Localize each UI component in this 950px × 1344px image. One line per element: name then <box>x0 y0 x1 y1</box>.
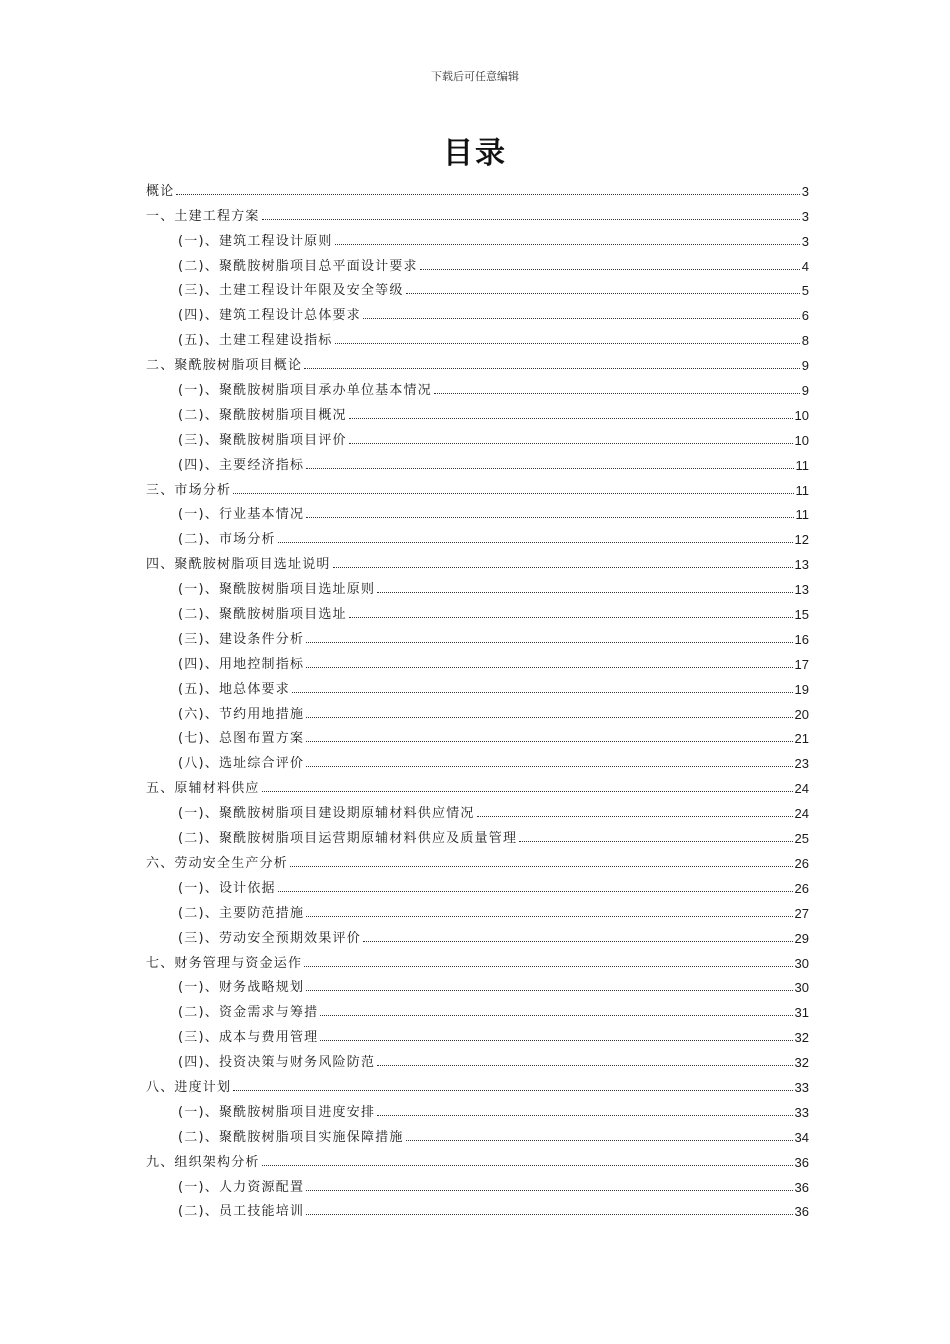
toc-entry-page: 8 <box>801 333 809 349</box>
toc-entry-page: 30 <box>794 980 809 996</box>
dot-leader <box>233 493 793 494</box>
toc-entry[interactable] <box>146 572 809 597</box>
toc-entry-page: 36 <box>794 1154 809 1170</box>
toc-entry-label: (一)、行业基本情况 <box>178 507 305 523</box>
dot-leader <box>363 318 800 319</box>
toc-entry-page: 10 <box>794 407 809 423</box>
toc-entry[interactable] <box>146 1070 809 1095</box>
toc-entry-page: 9 <box>801 358 809 374</box>
table-of-contents <box>146 174 809 1219</box>
toc-entry[interactable] <box>146 597 809 622</box>
toc-entry[interactable] <box>146 323 809 348</box>
dot-leader <box>278 542 793 543</box>
toc-entry-label: (五)、地总体要求 <box>178 681 290 697</box>
dot-leader <box>406 293 800 294</box>
dot-leader <box>262 791 793 792</box>
dot-leader <box>349 443 793 444</box>
toc-entry[interactable] <box>146 622 809 647</box>
toc-entry[interactable] <box>146 348 809 373</box>
dot-leader <box>306 1214 792 1215</box>
toc-entry[interactable] <box>146 547 809 572</box>
dot-leader <box>306 990 792 991</box>
toc-entry-label: (一)、聚酰胺树脂项目进度安排 <box>178 1104 376 1120</box>
toc-entry-page: 36 <box>794 1179 809 1195</box>
toc-entry-label: (二)、聚酰胺树脂项目选址 <box>178 607 347 623</box>
toc-entry-page: 10 <box>794 432 809 448</box>
toc-entry[interactable] <box>146 1120 809 1145</box>
toc-entry-page: 23 <box>794 756 809 772</box>
toc-entry-page: 11 <box>795 482 809 498</box>
toc-entry-label: 概论 <box>146 183 175 199</box>
toc-entry-label: 三、市场分析 <box>146 482 232 498</box>
dot-leader <box>278 891 793 892</box>
toc-entry[interactable] <box>146 1170 809 1195</box>
toc-entry[interactable] <box>146 448 809 473</box>
toc-entry[interactable] <box>146 522 809 547</box>
toc-entry-page: 25 <box>794 831 809 847</box>
toc-entry[interactable] <box>146 746 809 771</box>
dot-leader <box>262 1165 793 1166</box>
toc-entry[interactable] <box>146 896 809 921</box>
toc-entry-label: (六)、节约用地措施 <box>178 706 305 722</box>
toc-entry[interactable] <box>146 971 809 996</box>
toc-entry-page: 32 <box>794 1055 809 1071</box>
toc-entry-label: (一)、聚酰胺树脂项目承办单位基本情况 <box>178 383 432 399</box>
toc-entry-label: (二)、聚酰胺树脂项目总平面设计要求 <box>178 258 418 274</box>
toc-entry[interactable] <box>146 846 809 871</box>
toc-entry-label: (三)、土建工程设计年限及安全等级 <box>178 283 404 299</box>
dot-leader <box>377 1115 792 1116</box>
toc-entry[interactable] <box>146 946 809 971</box>
toc-entry-page: 34 <box>794 1129 809 1145</box>
toc-entry[interactable] <box>146 796 809 821</box>
toc-entry[interactable] <box>146 1095 809 1120</box>
toc-entry-label: 四、聚酰胺树脂项目选址说明 <box>146 557 331 573</box>
dot-leader <box>434 393 800 394</box>
toc-entry-page: 21 <box>794 731 809 747</box>
toc-entry[interactable] <box>146 697 809 722</box>
toc-entry-label: (二)、主要防范措施 <box>178 905 305 921</box>
dot-leader <box>233 1090 792 1091</box>
dot-leader <box>335 244 800 245</box>
toc-entry-label: (三)、建设条件分析 <box>178 631 305 647</box>
toc-entry-page: 11 <box>795 507 809 523</box>
toc-entry-label: (二)、资金需求与筹措 <box>178 1005 319 1021</box>
toc-entry-page: 3 <box>801 208 809 224</box>
toc-entry-page: 32 <box>794 1030 809 1046</box>
toc-entry-page: 24 <box>794 806 809 822</box>
dot-leader <box>306 916 792 917</box>
dot-leader <box>377 592 792 593</box>
toc-entry-page: 15 <box>794 607 809 623</box>
toc-entry-label: 二、聚酰胺树脂项目概论 <box>146 358 303 374</box>
toc-entry[interactable] <box>146 298 809 323</box>
toc-entry-page: 17 <box>794 656 809 672</box>
dot-leader <box>306 741 792 742</box>
dot-leader <box>363 941 793 942</box>
dot-leader <box>320 1040 792 1041</box>
dot-leader <box>333 567 793 568</box>
toc-entry-label: (一)、聚酰胺树脂项目建设期原辅材料供应情况 <box>178 806 475 822</box>
toc-entry[interactable] <box>146 398 809 423</box>
dot-leader <box>304 368 800 369</box>
toc-entry[interactable] <box>146 498 809 523</box>
toc-entry[interactable] <box>146 1045 809 1070</box>
dot-leader <box>290 866 793 867</box>
dot-leader <box>306 517 793 518</box>
toc-entry-page: 4 <box>801 258 809 274</box>
toc-entry-label: (七)、总图布置方案 <box>178 731 305 747</box>
dot-leader <box>349 418 793 419</box>
toc-entry-page: 9 <box>801 383 809 399</box>
toc-entry[interactable] <box>146 1195 809 1220</box>
dot-leader <box>519 841 792 842</box>
dot-leader <box>304 966 792 967</box>
toc-entry[interactable] <box>146 995 809 1020</box>
dot-leader <box>349 617 793 618</box>
dot-leader <box>420 269 800 270</box>
toc-entry-label: (五)、土建工程建设指标 <box>178 333 333 349</box>
toc-entry-label: (三)、聚酰胺树脂项目评价 <box>178 432 347 448</box>
toc-entry-label: (二)、员工技能培训 <box>178 1204 305 1220</box>
toc-title: 目录 <box>443 136 507 171</box>
dot-leader <box>306 766 792 767</box>
toc-entry[interactable] <box>146 274 809 299</box>
dot-leader <box>306 468 793 469</box>
dot-leader <box>306 717 792 718</box>
toc-entry-page: 13 <box>794 557 809 573</box>
toc-entry-page: 31 <box>794 1005 809 1021</box>
toc-entry-label: (一)、设计依据 <box>178 880 276 896</box>
toc-entry-page: 5 <box>801 283 809 299</box>
toc-entry-label: 九、组织架构分析 <box>146 1154 260 1170</box>
dot-leader <box>306 642 792 643</box>
toc-entry[interactable] <box>146 871 809 896</box>
toc-entry-page: 3 <box>801 183 809 199</box>
toc-entry-label: (四)、建筑工程设计总体要求 <box>178 308 361 324</box>
toc-entry-label: (二)、市场分析 <box>178 532 276 548</box>
header-note: 下载后可任意编辑 <box>431 70 519 83</box>
dot-leader <box>377 1065 792 1066</box>
dot-leader <box>335 343 800 344</box>
toc-entry[interactable] <box>146 199 809 224</box>
toc-entry-page: 29 <box>794 930 809 946</box>
toc-entry[interactable] <box>146 373 809 398</box>
toc-entry-label: (二)、聚酰胺树脂项目实施保障措施 <box>178 1129 404 1145</box>
toc-entry-label: (八)、选址综合评价 <box>178 756 305 772</box>
toc-entry-label: (四)、用地控制指标 <box>178 656 305 672</box>
toc-entry[interactable] <box>146 921 809 946</box>
toc-entry-label: (三)、劳动安全预期效果评价 <box>178 930 361 946</box>
toc-entry-label: (一)、财务战略规划 <box>178 980 305 996</box>
dot-leader <box>292 692 793 693</box>
toc-entry-label: 一、土建工程方案 <box>146 208 260 224</box>
toc-entry-page: 36 <box>794 1204 809 1220</box>
toc-entry[interactable] <box>146 821 809 846</box>
toc-entry-page: 16 <box>794 631 809 647</box>
dot-leader <box>306 1190 792 1191</box>
toc-entry-page: 3 <box>801 233 809 249</box>
toc-entry-label: (一)、建筑工程设计原则 <box>178 233 333 249</box>
toc-entry-label: 六、劳动安全生产分析 <box>146 855 289 871</box>
toc-entry[interactable] <box>146 672 809 697</box>
toc-entry[interactable] <box>146 1145 809 1170</box>
dot-leader <box>306 667 792 668</box>
toc-entry-label: (四)、投资决策与财务风险防范 <box>178 1055 376 1071</box>
toc-entry-label: (一)、人力资源配置 <box>178 1179 305 1195</box>
toc-entry-page: 26 <box>794 880 809 896</box>
toc-entry-page: 30 <box>794 955 809 971</box>
toc-entry[interactable] <box>146 224 809 249</box>
toc-entry-page: 11 <box>795 457 809 473</box>
toc-entry[interactable] <box>146 423 809 448</box>
toc-entry-page: 24 <box>794 781 809 797</box>
toc-entry[interactable] <box>146 174 809 199</box>
toc-entry[interactable] <box>146 771 809 796</box>
toc-entry-label: (三)、成本与费用管理 <box>178 1030 319 1046</box>
dot-leader <box>477 816 793 817</box>
dot-leader <box>320 1015 792 1016</box>
toc-entry-page: 19 <box>794 681 809 697</box>
toc-entry-label: (四)、主要经济指标 <box>178 457 305 473</box>
toc-entry-label: 八、进度计划 <box>146 1079 232 1095</box>
toc-entry-page: 20 <box>794 706 809 722</box>
toc-entry-page: 12 <box>794 532 809 548</box>
dot-leader <box>262 219 800 220</box>
toc-entry-page: 13 <box>794 582 809 598</box>
toc-entry-page: 26 <box>794 855 809 871</box>
toc-entry-label: 七、财务管理与资金运作 <box>146 955 303 971</box>
toc-entry[interactable] <box>146 647 809 672</box>
toc-entry[interactable] <box>146 249 809 274</box>
dot-leader <box>406 1140 793 1141</box>
toc-entry[interactable] <box>146 473 809 498</box>
toc-entry-page: 6 <box>801 308 809 324</box>
toc-entry-label: 五、原辅材料供应 <box>146 781 260 797</box>
toc-entry-label: (一)、聚酰胺树脂项目选址原则 <box>178 582 376 598</box>
toc-entry-label: (二)、聚酰胺树脂项目运营期原辅材料供应及质量管理 <box>178 831 518 847</box>
dot-leader <box>176 194 799 195</box>
toc-entry-page: 33 <box>794 1104 809 1120</box>
toc-entry[interactable] <box>146 722 809 747</box>
toc-entry-page: 27 <box>794 905 809 921</box>
toc-entry[interactable] <box>146 1020 809 1045</box>
toc-entry-page: 33 <box>794 1079 809 1095</box>
toc-entry-label: (二)、聚酰胺树脂项目概况 <box>178 407 347 423</box>
